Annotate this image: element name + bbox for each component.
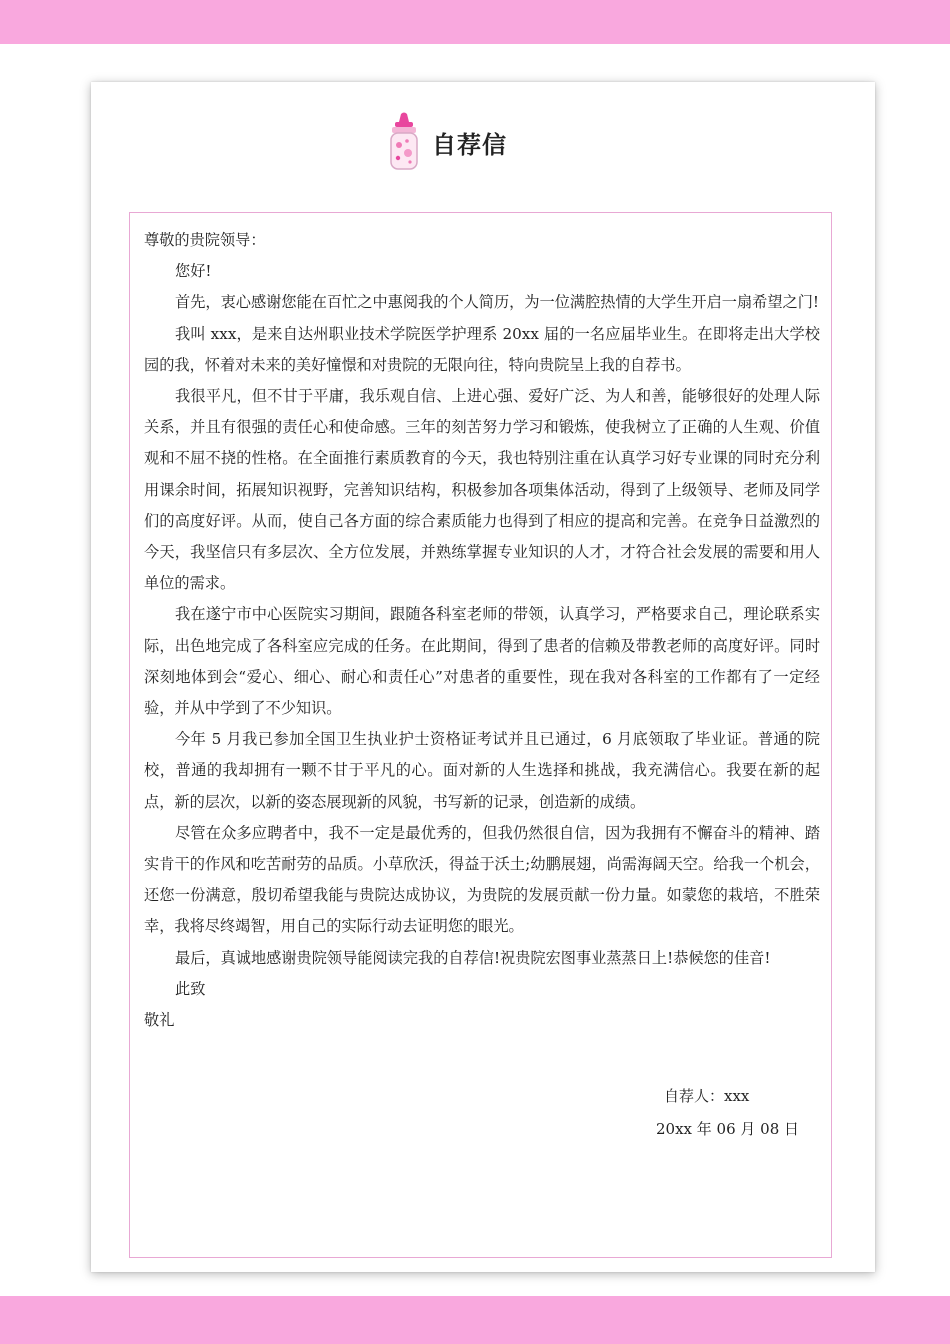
closing-ci-zhi: 此致 [175,979,206,998]
salutation: 尊敬的贵院领导： [144,231,266,249]
paragraph-intro: 我叫 xxx，是来自达州职业技术学院医学护理系 20xx 届的一名应届毕业生。在即将走出大学校园的我，怀着对未来的美好憧憬和对贵院的无限向往，特向贵院呈上我的自荐书。 [144,324,820,374]
top-decorative-band [0,0,950,44]
letter-body [144,225,820,1036]
paragraph-internship: 我在遂宁市中心医院实习期间，跟随各科室老师的带领，认真学习，严格要求自己，理论联系实际，出色地完成了各科室应完成的任务。在此期间，得到了患者的信赖及带教老师的高度好评。同时深刻地体到会“爱心、细心、耐心和责任心”对患者的重要性，现在我对各科室的工作都有了一定经验，并从中学到了不少知识。 [144,605,820,718]
paragraph-thanks: 首先，衷心感谢您能在百忙之中惠阅我的个人简历，为一位满腔热情的大学生开启一扇希望之门! [175,293,819,312]
page-title: 自荐信 [432,130,507,159]
signature: 自荐人：xxx [664,1087,750,1105]
paragraph-confidence: 尽管在众多应聘者中，我不一定是最优秀的，但我仍然很自信，因为我拥有不懈奋斗的精神、踏实肯干的作风和吃苦耐劳的品质。小草欣沃，得益于沃土;幼鹏展翅，尚需海阔天空。给我一个机会，还您一份满意，殷切希望我能与贵院达成协议，为贵院的发展贡献一份力量。如蒙您的栽培，不胜荣幸，我将尽终竭智，用自己的实际行动去证明您的眼光。 [144,823,820,936]
paragraph-character: 我很平凡，但不甘于平庸，我乐观自信、上进心强、爱好广泛、为人和善，能够很好的处理人际关系，并且有很强的责任心和使命感。三年的刻苦努力学习和锻炼，使我树立了正确的人生观、价值观和不屈不挠的性格。在全面推行素质教育的今天，我也特别注重在认真学习好专业课的同时充分利用课余时间，拓展知识视野，完善知识结构，积极参加各项集体活动，得到了上级领导、老师及同学们的高度好评。从而，使自己各方面的综合素质能力也得到了相应的提高和完善。在竞争日益激烈的今天，我坚信只有多层次、全方位发展，并熟练掌握专业知识的人才，才符合社会发展的需要和用人单位的需求。 [144,387,820,593]
title-row [386,112,507,172]
baby-bottle-icon [386,112,422,172]
paragraph-closing-thanks: 最后，真诚地感谢贵院领导能阅读完我的自荐信!祝贵院宏图事业蒸蒸日上!恭候您的佳音! [175,948,771,967]
bottom-decorative-band [0,1296,950,1344]
paragraph-qualification: 今年 5 月我已参加全国卫生执业护士资格证考试并且已通过，6 月底领取了毕业证。普通的院校，普通的我却拥有一颗不甘于平凡的心。面对新的人生选择和挑战，我充满信心。我要在新的起点，新的层次，以新的姿态展现新的风貌，书写新的记录，创造新的成绩。 [144,730,820,811]
closing-jing-li: 敬礼 [144,1011,175,1030]
letter-page [91,82,875,1272]
letter-frame [129,212,832,1258]
letter-date: 20xx 年 06 月 08 日 [656,1120,800,1138]
greeting: 您好! [175,262,212,281]
